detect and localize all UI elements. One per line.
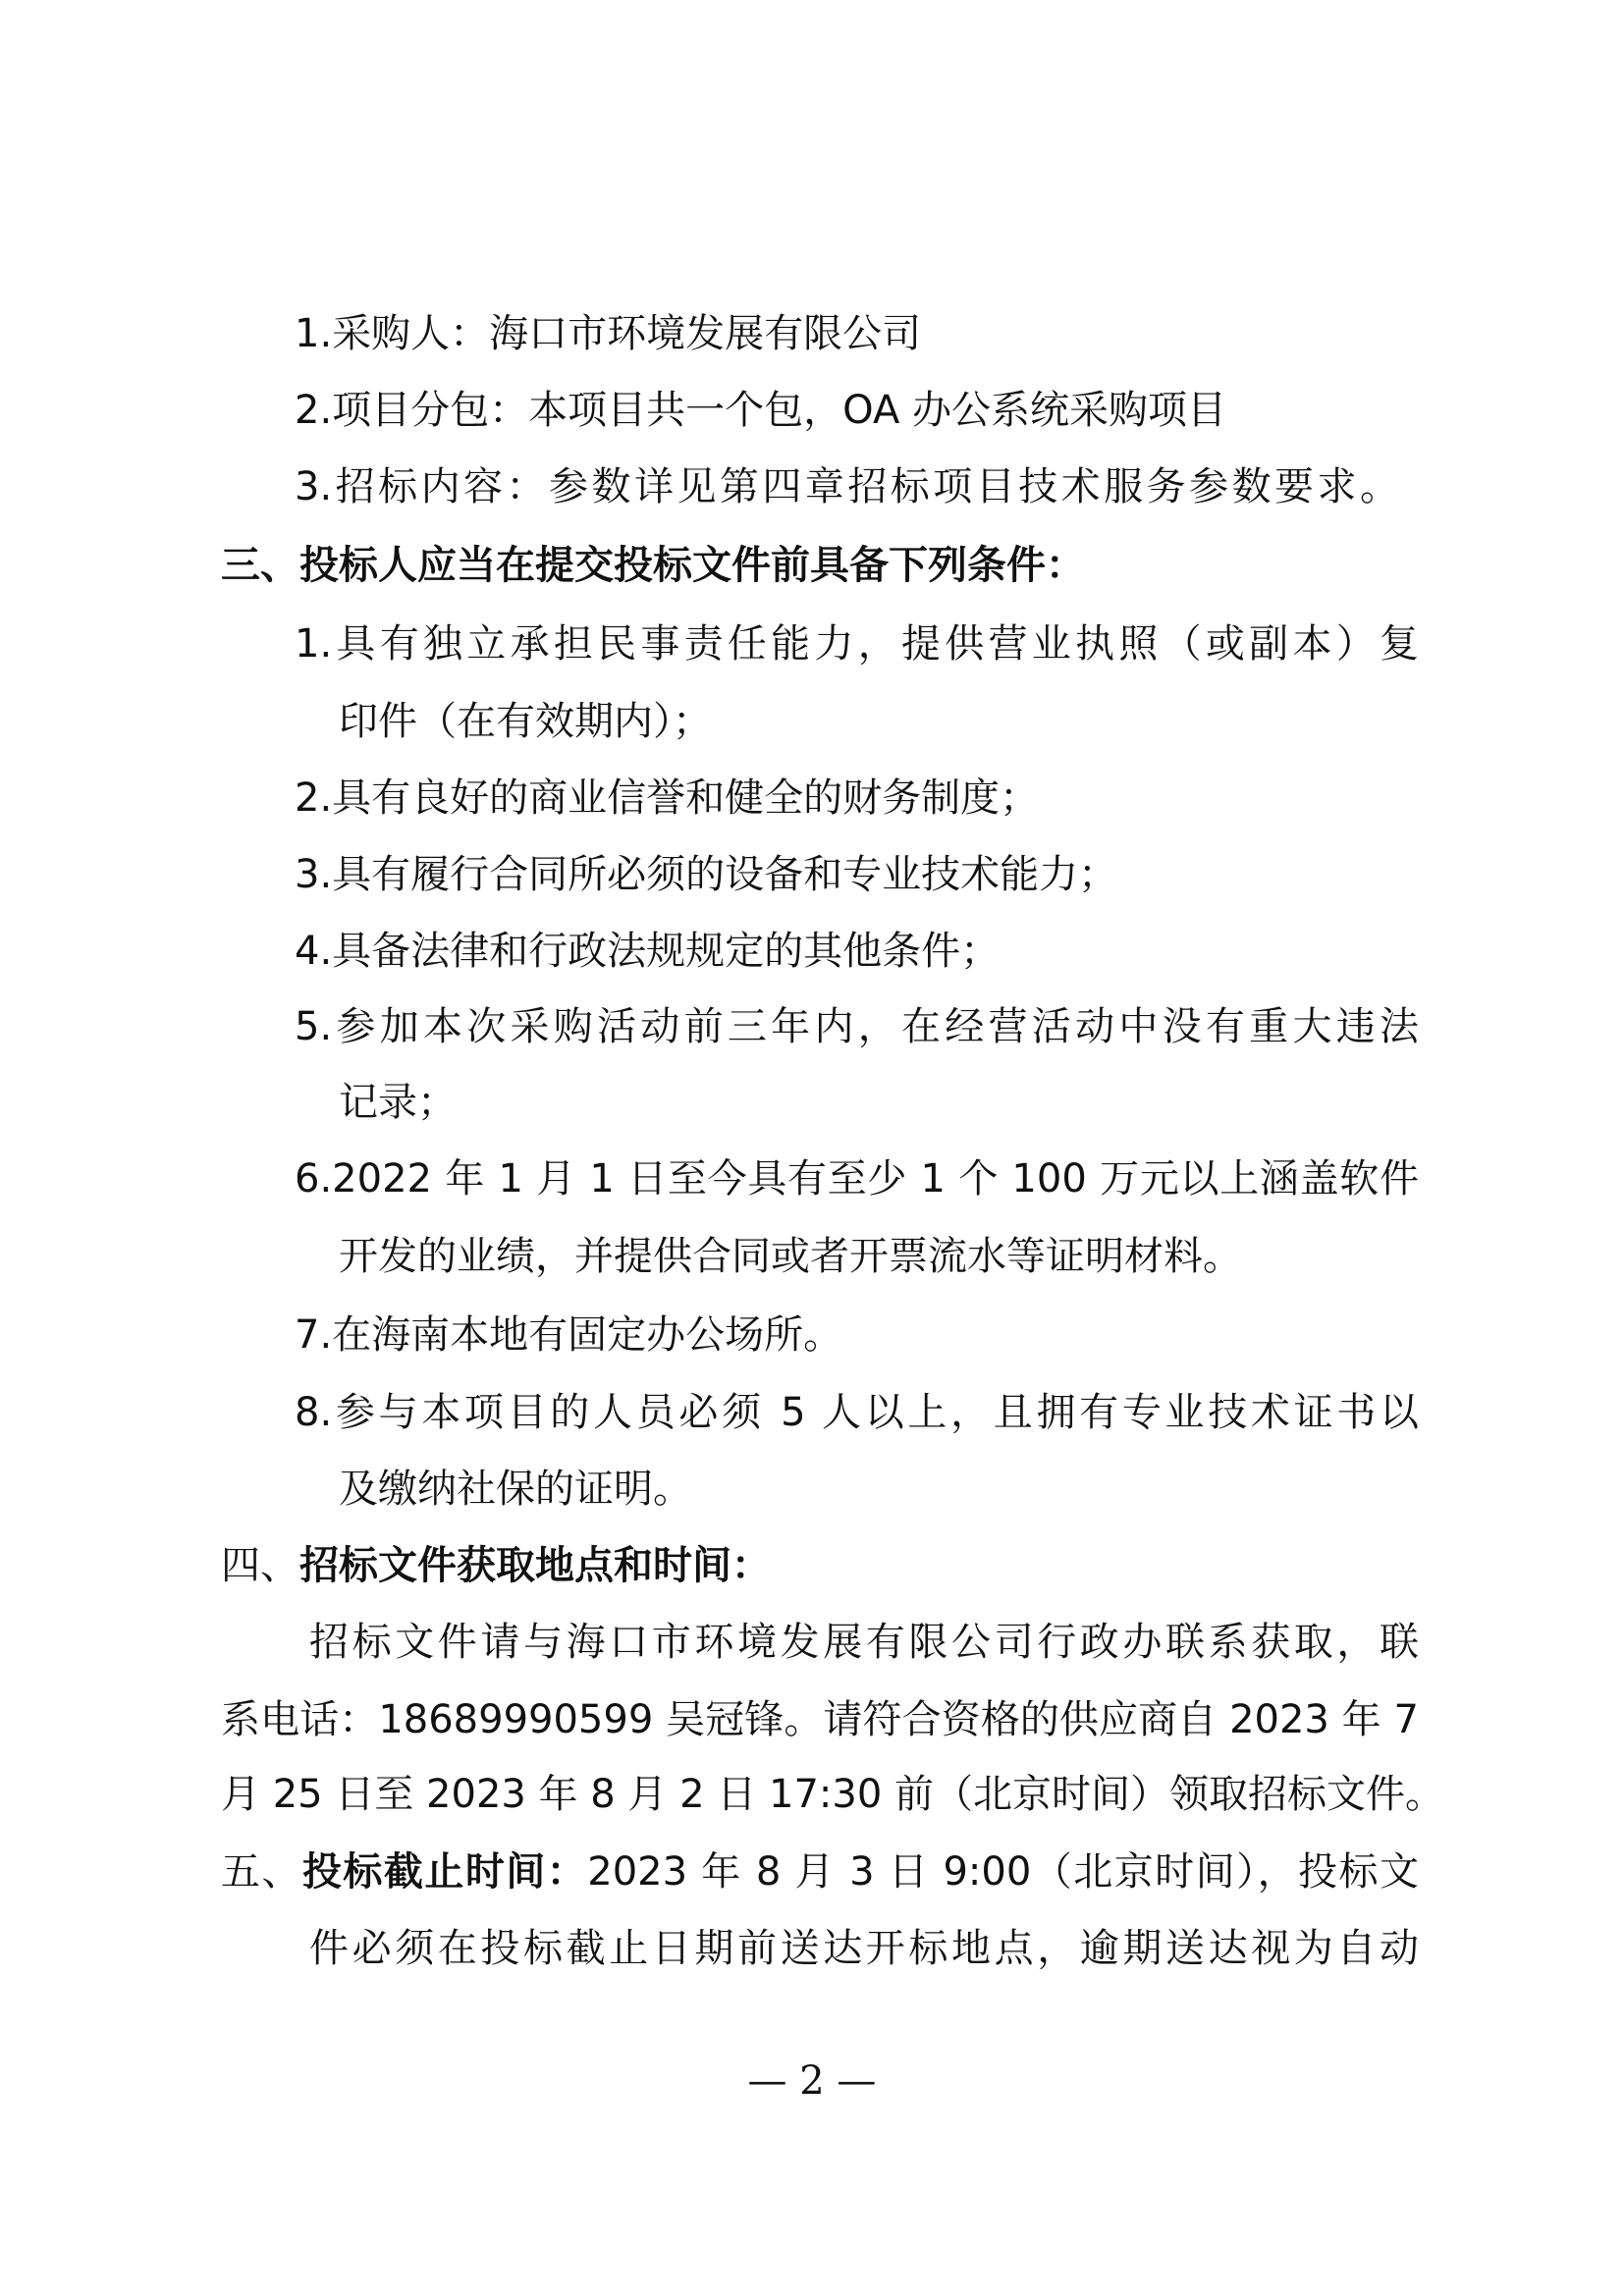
requirement-1-line-2: 印件（在有效期内）；	[339, 699, 712, 744]
requirement-2: 2.具有良好的商业信誉和健全的财务制度；	[295, 775, 1040, 821]
section-4-title: 招标文件获取地点和时间：	[299, 1543, 771, 1588]
section-5-continuation: 件必须在投标截止日期前送达开标地点，逾期送达视为自动	[309, 1926, 1419, 1971]
section-5-heading	[221, 1842, 1419, 1901]
procurer-line: 1.采购人：海口市环境发展有限公司	[295, 311, 922, 356]
page-number: — 2 —	[747, 2058, 877, 2104]
acquisition-paragraph-line-3: 月 25 日至 2023 年 8 月 2 日 17:30 前（北京时间）领取招标文件。	[221, 1772, 1445, 1817]
section-3-prefix: 三、	[221, 543, 299, 588]
requirement-3: 3.具有履行合同所必须的设备和专业技术能力；	[295, 852, 1118, 897]
requirement-1-line-1: 1.具有独立承担民事责任能力，提供营业执照（或副本）复	[295, 621, 1419, 667]
project-package-line: 2.项目分包：本项目共一个包，OA 办公系统采购项目	[295, 388, 1227, 433]
acquisition-paragraph-line-1: 招标文件请与海口市环境发展有限公司行政办联系获取，联	[309, 1620, 1419, 1665]
requirement-4: 4.具备法律和行政法规规定的其他条件；	[295, 929, 1001, 974]
requirement-5-line-1: 5.参加本次采购活动前三年内，在经营活动中没有重大违法	[295, 1004, 1419, 1049]
section-5-title: 投标截止时间：	[301, 1849, 588, 1895]
requirement-8-line-1: 8.参与本项目的人员必须 5 人以上，且拥有专业技术证书以	[295, 1390, 1419, 1435]
requirement-5-line-2: 记录；	[339, 1080, 457, 1125]
section-4-heading	[221, 1536, 1419, 1595]
requirement-6-line-1: 6.2022 年 1 月 1 日至今具有至少 1 个 100 万元以上涵盖软件	[295, 1156, 1419, 1201]
section-3-title: 投标人应当在提交投标文件前具备下列条件：	[299, 543, 1085, 588]
section-5-prefix: 五、	[221, 1849, 302, 1895]
bid-content-line: 3.招标内容：参数详见第四章招标项目技术服务参数要求。	[295, 464, 1399, 509]
acquisition-paragraph-line-2: 系电话：18689990599 吴冠锋。请符合资格的供应商自 2023 年 7	[221, 1697, 1419, 1742]
section-3-heading	[221, 536, 1419, 595]
requirement-7: 7.在海南本地有固定办公场所。	[295, 1312, 843, 1358]
section-5-deadline-text: 2023 年 8 月 3 日 9:00（北京时间），投标文	[587, 1849, 1420, 1895]
requirement-6-line-2: 开发的业绩，并提供合同或者开票流水等证明材料。	[339, 1234, 1242, 1279]
section-4-prefix: 四、	[221, 1543, 299, 1588]
requirement-8-line-2: 及缴纳社保的证明。	[339, 1467, 692, 1512]
